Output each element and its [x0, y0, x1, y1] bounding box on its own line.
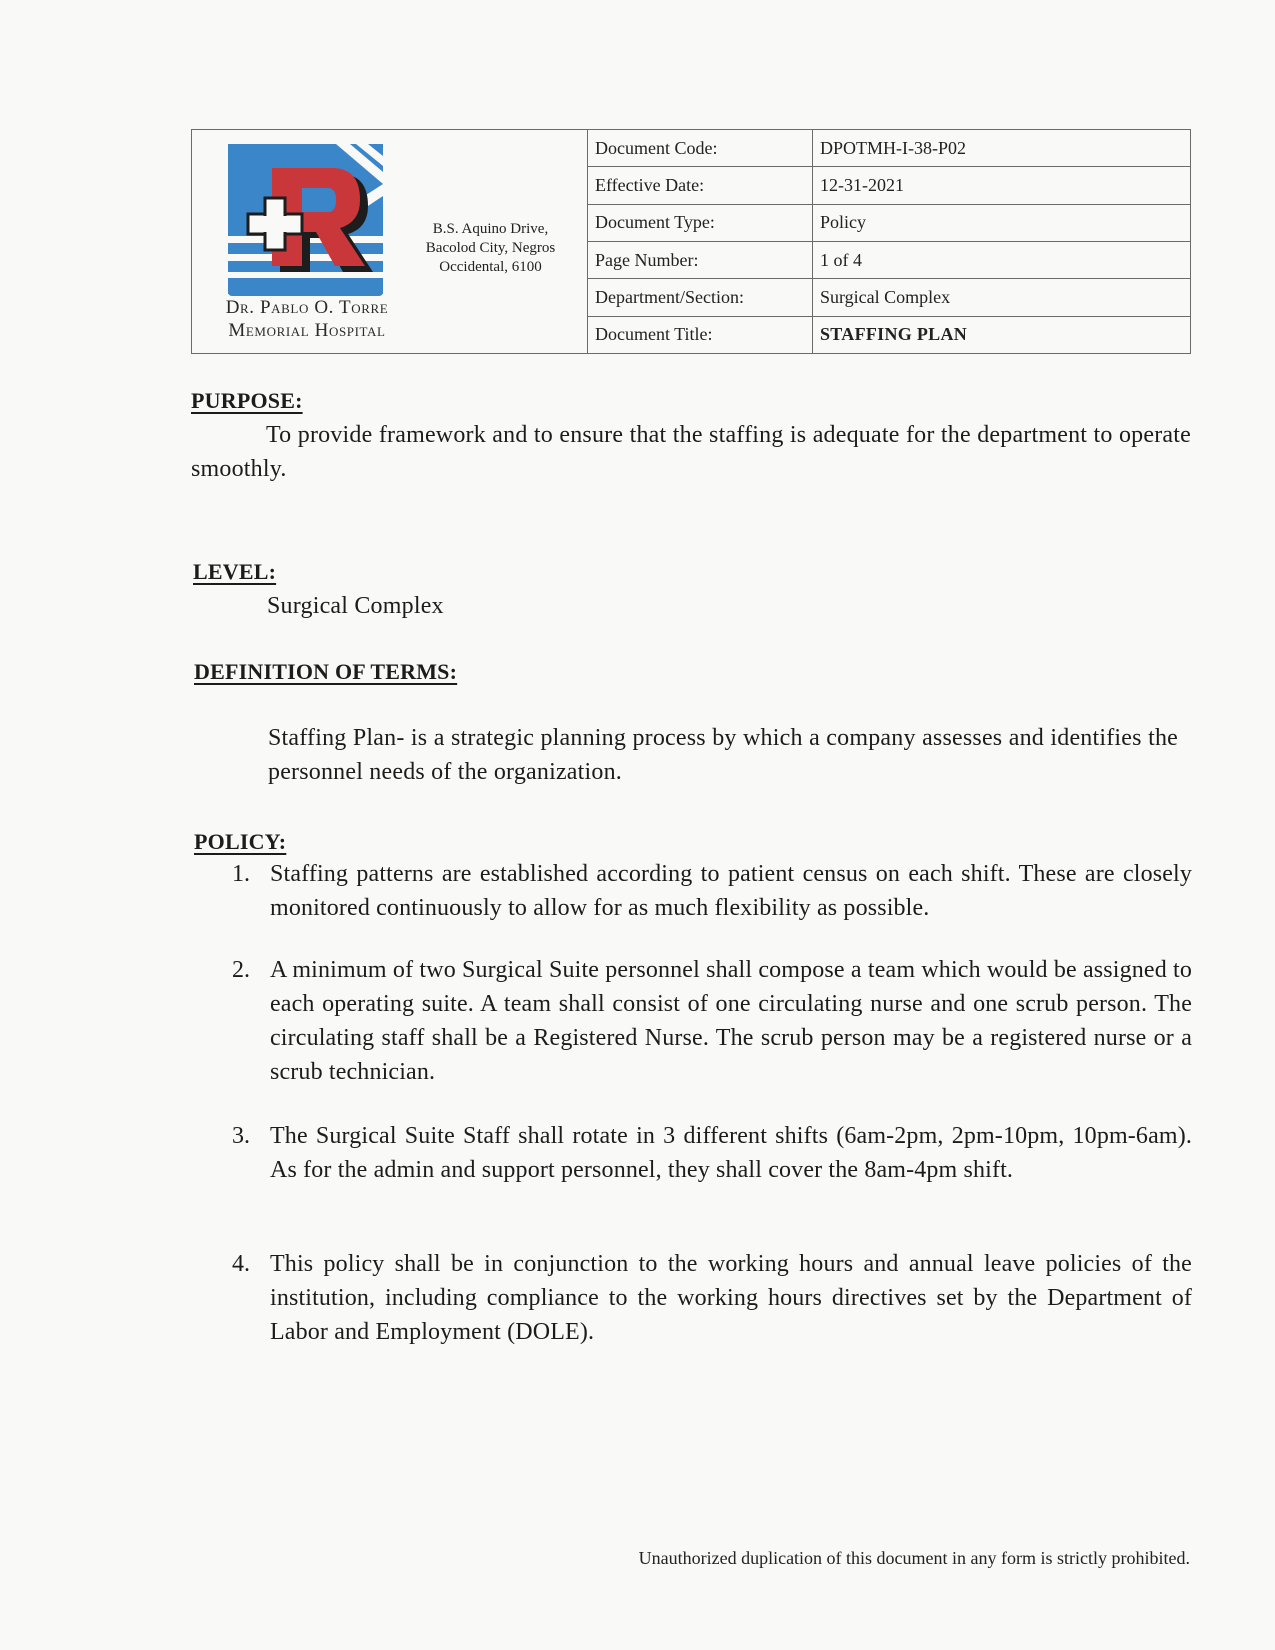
duplication-notice: Unauthorized duplication of this document in any form is strictly prohibited. — [638, 1548, 1190, 1568]
hospital-name — [192, 296, 422, 342]
document-meta-table — [587, 129, 1191, 354]
meta-row — [588, 241, 1191, 278]
policy-item-text: This policy shall be in conjunction to the working hours and annual leave policies of the institution, including compliance to the working hours directives set by the Department of Labor and Employment (DOLE). — [270, 1251, 1192, 1345]
policy-item-text: The Surgical Suite Staff shall rotate in 3 different shifts (6am-2pm, 2pm-10pm, 10pm-6am). As for the admin and support personnel, they shall cover the 8am-4pm shift. — [270, 1123, 1192, 1183]
meta-label: Department/Section: — [588, 279, 813, 316]
policy-heading: POLICY: — [194, 829, 287, 854]
policy-item — [232, 857, 1192, 925]
definitions-heading: DEFINITION OF TERMS: — [194, 659, 458, 684]
meta-value: Policy — [813, 204, 1191, 241]
policy-item-number: 4. — [232, 1251, 250, 1277]
meta-row — [588, 316, 1191, 353]
meta-value: DPOTMH-I-38-P02 — [813, 130, 1191, 167]
meta-label: Document Code: — [588, 130, 813, 167]
meta-value: Surgical Complex — [813, 279, 1191, 316]
document-header — [191, 129, 1191, 354]
level-heading: LEVEL: — [193, 559, 277, 584]
meta-label: Effective Date: — [588, 167, 813, 204]
policy-item-number: 2. — [232, 957, 250, 983]
policy-item-text: A minimum of two Surgical Suite personnel shall compose a team which would be assigned to each operating suite. A team shall consist of one circulating nurse and one scrub person. The circulating staff shall be a Registered Nurse. The scrub person may be a registered nurse or a scrub technician. — [270, 957, 1192, 1085]
meta-value: 12-31-2021 — [813, 167, 1191, 204]
policy-item-number: 1. — [232, 861, 250, 887]
hospital-name-line1: Dr. Pablo O. Torre — [225, 297, 389, 318]
policy-item — [232, 953, 1192, 1089]
level-text: Surgical Complex — [267, 593, 444, 619]
meta-row — [588, 204, 1191, 241]
purpose-text: To provide framework and to ensure that the staffing is adequate for the department to operate smoothly. — [191, 422, 1191, 482]
policy-item-text: Staffing patterns are established according to patient census on each shift. These are closely monitored continuously to allow for as much flexibility as possible. — [270, 861, 1192, 921]
definitions-text: Staffing Plan- is a strategic planning process by which a company assesses and identifies the personnel needs of the organization. — [268, 725, 1178, 785]
hospital-brand-cell — [191, 129, 587, 354]
meta-label: Page Number: — [588, 241, 813, 278]
meta-label: Document Title: — [588, 316, 813, 353]
document-title-value: STAFFING PLAN — [813, 316, 1191, 353]
policy-item — [232, 1119, 1192, 1187]
meta-label: Document Type: — [588, 204, 813, 241]
meta-row — [588, 130, 1191, 167]
meta-row — [588, 167, 1191, 204]
meta-value: 1 of 4 — [813, 241, 1191, 278]
policy-item — [232, 1247, 1192, 1349]
meta-row — [588, 279, 1191, 316]
policy-item-number: 3. — [232, 1123, 250, 1149]
purpose-heading: PURPOSE: — [191, 388, 303, 413]
hospital-logo-icon — [228, 144, 383, 296]
hospital-name-line2: Memorial Hospital — [228, 320, 386, 341]
hospital-address: B.S. Aquino Drive, Bacolod City, Negros Occidental, 6100 — [425, 221, 556, 275]
